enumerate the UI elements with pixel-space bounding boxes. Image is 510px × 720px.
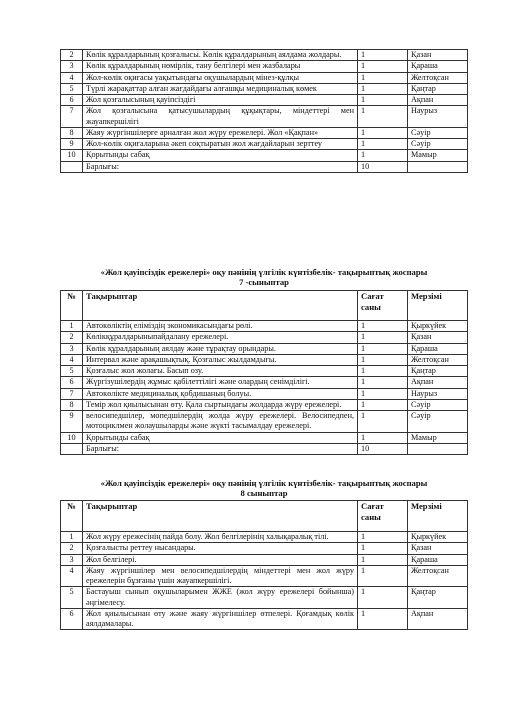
grade8-plan-title [60,478,468,499]
row-hours: 1 [358,587,408,609]
row-hours: 1 [358,432,408,443]
row-number: 4 [61,354,83,365]
table-row [61,608,468,630]
row-month: Қараша [408,61,468,72]
row-topic: Автокөлікте медициналық қобдишаның болуы. [83,388,358,399]
row-topic: Жаяу жүргіншілерге арналған жол жүру ережелері. Жол «Қақпан» [83,127,358,138]
row-topic: Қорытынды сабақ [83,432,358,443]
row-hours: 1 [358,532,408,543]
row-topic: Қозғалыс жол жолағы. Басып озу. [83,366,358,377]
table-row [61,61,468,72]
row-month: Мамыр [408,150,468,161]
table-row [61,399,468,410]
row-hours: 1 [358,377,408,388]
row-topic: Көлік құралдарының нөмірлік, тану белгілері мен жазбалары [83,61,358,72]
row-number: 8 [61,399,83,410]
total-label: Барлығы: [83,443,358,454]
row-month: Желтоқсан [408,354,468,365]
row-hours: 1 [358,554,408,565]
row-topic: Жол қозғалысының қауіпсіздігі [83,95,358,106]
row-topic: Бастауыш сынып оқушыларымен ЖЖЕ (жол жүру ережелері бойынша) әңгімелесу. [83,587,358,609]
total-hours: 10 [358,443,408,454]
row-number: 7 [61,106,83,128]
table-row [61,72,468,83]
table-row [61,432,468,443]
row-month: Қаңтар [408,83,468,94]
total-month-empty [408,161,468,172]
table-row [61,388,468,399]
header-month: Мерзімі [408,501,468,532]
header-month: Мерзімі [408,291,468,321]
row-number: 2 [61,50,83,61]
row-topic: Қорытынды сабақ [83,150,358,161]
row-hours: 1 [358,354,408,365]
header-num: № [61,291,83,321]
grade8-plan-table [60,500,468,630]
row-number: 3 [61,554,83,565]
total-row [61,443,468,454]
row-month: Қыркүйек [408,532,468,543]
row-month: Ақпан [408,95,468,106]
row-number: 1 [61,532,83,543]
grade7-plan-title [60,267,468,288]
table-row [61,377,468,388]
header-hours: Сағат саны [358,291,408,321]
row-number: 4 [61,565,83,587]
row-topic: Қозғалысты реттеу нысандары. [83,543,358,554]
row-topic: Жол белгілері. [83,554,358,565]
grade7-plan-title-line1: «Жол қауіпсіздік ережелері» оқу пәнінің үлгілік күнтізбелік- тақырыптық жоспары [100,267,428,277]
table-row [61,532,468,543]
row-hours: 1 [358,332,408,343]
row-number: 1 [61,321,83,332]
row-number: 3 [61,61,83,72]
table-row [61,411,468,433]
row-number: 8 [61,127,83,138]
table-row [61,321,468,332]
header-num: № [61,501,83,532]
table-row [61,139,468,150]
grade7-plan-title-line2: 7 -сыныптар [239,277,289,288]
row-month: Сәуір [408,411,468,433]
table-row [61,366,468,377]
table-row [61,50,468,61]
table-row [61,150,468,161]
row-hours: 1 [358,95,408,106]
total-row [61,161,468,172]
row-topic: Жол қиылысынан өту және жаяу жүргіншілер өтпелері. Қоғамдық көлік аялдамалары. [83,608,358,630]
row-number: 6 [61,95,83,106]
row-topic: Көлік құралдарының аялдау және тұрақтау орындары. [83,343,358,354]
total-empty-cell [61,161,83,172]
grade6-plan-table-continued [60,49,468,173]
row-topic: Автокөліктің еліміздің экономикасындағы рөлі. [83,321,358,332]
row-number: 3 [61,343,83,354]
row-month: Қараша [408,343,468,354]
row-hours: 1 [358,565,408,587]
row-month: Желтоқсан [408,72,468,83]
row-month: Қаңтар [408,366,468,377]
row-month: Ақпан [408,608,468,630]
row-month: Қараша [408,554,468,565]
row-month: Наурыз [408,388,468,399]
row-topic: Интервал және арақашықтық. Қозғалыс жылдамдығы. [83,354,358,365]
row-number: 5 [61,83,83,94]
total-empty-cell [61,443,83,454]
row-month: Қыркүйек [408,321,468,332]
header-topic: Тақырыптар [83,291,358,321]
row-hours: 1 [358,150,408,161]
table-row [61,106,468,128]
row-number: 9 [61,139,83,150]
row-month: Қаңтар [408,587,468,609]
table-row [61,127,468,138]
row-number: 6 [61,608,83,630]
row-topic: Түрлі жарақаттар алған жағдайдағы алғашқы медициналық көмек [83,83,358,94]
row-topic: Жаяу жүргіншілер мен велосипедшілердің міндеттері мен жол жүру ережелерін бұзғаны үшін жауапкершілігі. [83,565,358,587]
row-hours: 1 [358,366,408,377]
grade8-plan-title-line2: 8 сыныптар [240,488,288,499]
row-hours: 1 [358,543,408,554]
table-row [61,95,468,106]
row-number: 10 [61,150,83,161]
table-row [61,554,468,565]
row-hours: 1 [358,72,408,83]
row-hours: 1 [358,343,408,354]
row-hours: 1 [358,61,408,72]
row-month: Сәуір [408,399,468,410]
row-hours: 1 [358,106,408,128]
total-month-empty [408,443,468,454]
row-month: Қазан [408,50,468,61]
table-row [61,565,468,587]
row-month: Мамыр [408,432,468,443]
row-number: 5 [61,587,83,609]
table-row [61,543,468,554]
row-topic: Жол жүру ережесінің пайда болу. Жол белгілерінің халықаралық тілі. [83,532,358,543]
table-row [61,343,468,354]
row-month: Сәуір [408,139,468,150]
header-topic: Тақырыптар [83,501,358,532]
row-hours: 1 [358,50,408,61]
row-topic: Көлік құралдарының қозғалысы. Көлік құралдарының аялдама жолдары. [83,50,358,61]
row-hours: 1 [358,411,408,433]
grade7-plan-table [60,290,468,455]
table-row [61,332,468,343]
row-number: 7 [61,388,83,399]
row-month: Сәуір [408,127,468,138]
header-hours: Сағат саны [358,501,408,532]
row-month: Желтоқсан [408,565,468,587]
row-month: Ақпан [408,377,468,388]
row-number: 5 [61,366,83,377]
row-hours: 1 [358,127,408,138]
total-label: Барлығы: [83,161,358,172]
row-month: Қазан [408,543,468,554]
table-row [61,354,468,365]
row-topic: Жол қозғалысына қатысушылардың құқықтары, міндеттері мен жауапкершілігі [83,106,358,128]
row-hours: 1 [358,321,408,332]
row-number: 10 [61,432,83,443]
row-number: 9 [61,411,83,433]
table-row [61,83,468,94]
row-hours: 1 [358,83,408,94]
row-topic: Жол-көлік оқиғаларына әкеп соқтыратын жол жағдайларын зерттеу [83,139,358,150]
row-hours: 1 [358,388,408,399]
row-number: 2 [61,332,83,343]
total-hours: 10 [358,161,408,172]
row-number: 2 [61,543,83,554]
row-hours: 1 [358,608,408,630]
row-topic: велосипедшілер, мопедшілердің жолда жүру ережелері. Велосипедпен, мотоциклмен жолаушыларды және жүкті тасымалдау ережелері. [83,411,358,433]
row-topic: Жол-көлік оқиғасы уақытындағы оқушылардың мінез-құлқы [83,72,358,83]
row-hours: 1 [358,139,408,150]
row-hours: 1 [358,399,408,410]
row-month: Наурыз [408,106,468,128]
row-month: Қазан [408,332,468,343]
row-number: 4 [61,72,83,83]
row-topic: Жүргізушілердің жұмыс қабілеттілігі және олардың сенімділігі. [83,377,358,388]
row-topic: Көлікқұралдарыныпайдалану ережелері. [83,332,358,343]
grade8-plan-title-line1: «Жол қауіпсіздік ережелері» оқу пәнінің үлгілік күнтізбелік- тақырыптық жоспары [100,478,428,488]
row-topic: Темір жол қиылысынан өту. Қала сыртындағы жолдарда жүру ережелері. [83,399,358,410]
table-row [61,587,468,609]
row-number: 6 [61,377,83,388]
